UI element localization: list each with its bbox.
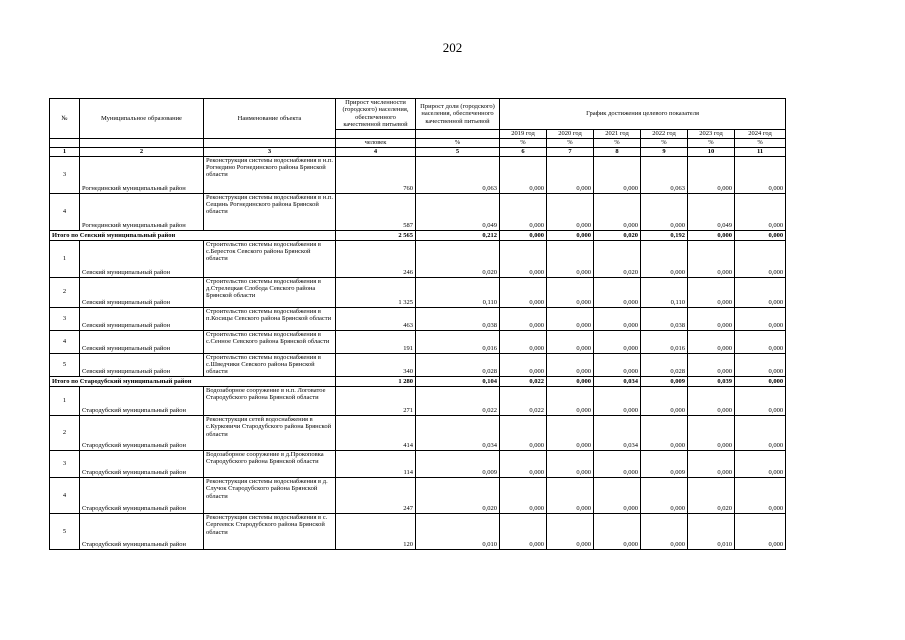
row-number: 2 <box>50 415 80 450</box>
year-value: 0,000 <box>735 193 786 230</box>
col-number: 1 <box>50 147 80 156</box>
col-number: 4 <box>336 147 416 156</box>
row-number: 5 <box>50 353 80 376</box>
table-row <box>50 477 786 513</box>
column-numbers-row <box>50 147 786 156</box>
municipality: Рогнединский муниципальный район <box>80 156 204 193</box>
share-growth: 0,016 <box>416 330 500 353</box>
share-growth: 0,020 <box>416 477 500 513</box>
object-name: Строительство системы водоснабжения в д.Стрелецкая Слобода Севского района Брянской области <box>204 277 336 307</box>
year-value: 0,000 <box>735 513 786 549</box>
row-number: 1 <box>50 386 80 415</box>
row-number: 3 <box>50 450 80 477</box>
header-year: 2021 год <box>594 129 641 138</box>
row-number: 4 <box>50 330 80 353</box>
year-value: 0,000 <box>594 477 641 513</box>
object-name: Реконструкция сетей водоснабжения в с.Курковичи Стародубского района Брянской области <box>204 415 336 450</box>
share-growth: 0,049 <box>416 193 500 230</box>
year-value: 0,000 <box>735 240 786 277</box>
year-value: 0,000 <box>500 156 547 193</box>
municipality: Стародубский муниципальный район <box>80 513 204 549</box>
header-year: 2024 год <box>735 129 786 138</box>
unit-cell: % <box>735 138 786 147</box>
year-value: 0,000 <box>547 353 594 376</box>
year-value: 0,000 <box>688 450 735 477</box>
year-value: 0,020 <box>688 477 735 513</box>
table-row <box>50 386 786 415</box>
table-row <box>50 513 786 549</box>
col-number: 7 <box>547 147 594 156</box>
header-municipality: Муниципальное образование <box>80 99 204 139</box>
row-number: 4 <box>50 477 80 513</box>
municipality: Севский муниципальный район <box>80 307 204 330</box>
year-value: 0,000 <box>735 230 786 240</box>
year-value: 0,000 <box>688 277 735 307</box>
col-number: 6 <box>500 147 547 156</box>
year-value: 0,000 <box>547 513 594 549</box>
year-value: 0,000 <box>500 415 547 450</box>
year-value: 0,000 <box>594 330 641 353</box>
municipality: Севский муниципальный район <box>80 330 204 353</box>
object-name: Строительство системы водоснабжения в с.Сенное Севского района Брянской области <box>204 330 336 353</box>
year-value: 0,000 <box>500 513 547 549</box>
table-row <box>50 330 786 353</box>
object-name: Реконструкция системы водоснабжения в н.п. Сещинь Рогнединского района Брянской области <box>204 193 336 230</box>
year-value: 0,000 <box>547 240 594 277</box>
year-value: 0,028 <box>641 353 688 376</box>
unit-cell: % <box>688 138 735 147</box>
year-value: 0,022 <box>500 386 547 415</box>
unit-cell: % <box>500 138 547 147</box>
year-value: 0,000 <box>641 240 688 277</box>
year-value: 0,000 <box>594 513 641 549</box>
year-value: 0,000 <box>500 193 547 230</box>
year-value: 0,000 <box>688 415 735 450</box>
year-value: 0,000 <box>594 156 641 193</box>
year-value: 0,000 <box>735 376 786 386</box>
year-value: 0,000 <box>735 156 786 193</box>
municipality: Рогнединский муниципальный район <box>80 193 204 230</box>
year-value: 0,009 <box>641 450 688 477</box>
year-value: 0,016 <box>641 330 688 353</box>
population-growth: 1 280 <box>336 376 416 386</box>
year-value: 0,192 <box>641 230 688 240</box>
row-number: 4 <box>50 193 80 230</box>
header-pop-growth: Прирост численности (городского) населения, обеспеченного качественной питьевой <box>336 99 416 130</box>
object-name: Строительство системы водоснабжения в п.Косицы Севского района Брянской области <box>204 307 336 330</box>
unit-cell: % <box>641 138 688 147</box>
year-value: 0,000 <box>735 477 786 513</box>
year-value: 0,000 <box>688 386 735 415</box>
year-value: 0,022 <box>500 376 547 386</box>
unit-cell: % <box>547 138 594 147</box>
col-number: 8 <box>594 147 641 156</box>
header-pop-growth-cont <box>336 129 416 138</box>
year-value: 0,000 <box>547 450 594 477</box>
col-number: 3 <box>204 147 336 156</box>
year-value: 0,000 <box>735 330 786 353</box>
total-label: Итого по Севский муниципальный район <box>50 230 336 240</box>
year-value: 0,010 <box>688 513 735 549</box>
municipality: Стародубский муниципальный район <box>80 477 204 513</box>
row-number: 3 <box>50 307 80 330</box>
unit-cell: % <box>416 138 500 147</box>
year-value: 0,000 <box>688 240 735 277</box>
year-value: 0,000 <box>500 307 547 330</box>
unit-cell: % <box>594 138 641 147</box>
table-row <box>50 240 786 277</box>
population-growth: 246 <box>336 240 416 277</box>
share-growth: 0,020 <box>416 240 500 277</box>
year-value: 0,000 <box>688 353 735 376</box>
year-value: 0,000 <box>735 386 786 415</box>
year-value: 0,000 <box>735 353 786 376</box>
population-growth: 2 565 <box>336 230 416 240</box>
total-row <box>50 376 786 386</box>
year-value: 0,000 <box>594 386 641 415</box>
units-blank <box>204 138 336 147</box>
table-row <box>50 415 786 450</box>
year-value: 0,000 <box>500 477 547 513</box>
municipality: Стародубский муниципальный район <box>80 450 204 477</box>
year-value: 0,038 <box>641 307 688 330</box>
year-value: 0,000 <box>735 415 786 450</box>
year-value: 0,009 <box>641 376 688 386</box>
object-name: Реконструкция системы водоснабжения в д. Случок Стародубского района Брянской области <box>204 477 336 513</box>
header-share-growth: Прирост доли (городского) населения, обеспеченного качественной питьевой <box>416 99 500 130</box>
row-number: 2 <box>50 277 80 307</box>
year-value: 0,000 <box>594 277 641 307</box>
data-table <box>49 98 786 550</box>
table-row <box>50 450 786 477</box>
units-blank <box>50 138 80 147</box>
row-number: 1 <box>50 240 80 277</box>
total-label: Итого по Стародубский муниципальный район <box>50 376 336 386</box>
population-growth: 120 <box>336 513 416 549</box>
col-number: 11 <box>735 147 786 156</box>
year-value: 0,000 <box>500 450 547 477</box>
row-number: 3 <box>50 156 80 193</box>
share-growth: 0,104 <box>416 376 500 386</box>
year-value: 0,000 <box>594 450 641 477</box>
population-growth: 340 <box>336 353 416 376</box>
year-value: 0,110 <box>641 277 688 307</box>
share-growth: 0,034 <box>416 415 500 450</box>
year-value: 0,000 <box>500 277 547 307</box>
year-value: 0,020 <box>594 240 641 277</box>
population-growth: 247 <box>336 477 416 513</box>
year-value: 0,000 <box>500 330 547 353</box>
table-row <box>50 193 786 230</box>
population-growth: 463 <box>336 307 416 330</box>
units-blank <box>80 138 204 147</box>
table-row <box>50 156 786 193</box>
year-value: 0,000 <box>547 386 594 415</box>
year-value: 0,020 <box>594 230 641 240</box>
table-row <box>50 277 786 307</box>
population-growth: 760 <box>336 156 416 193</box>
total-row <box>50 230 786 240</box>
year-value: 0,000 <box>547 156 594 193</box>
col-number: 10 <box>688 147 735 156</box>
year-value: 0,034 <box>594 376 641 386</box>
municipality: Стародубский муниципальный район <box>80 386 204 415</box>
municipality: Севский муниципальный район <box>80 353 204 376</box>
header-num: № <box>50 99 80 139</box>
year-value: 0,000 <box>594 307 641 330</box>
population-growth: 271 <box>336 386 416 415</box>
year-value: 0,000 <box>735 450 786 477</box>
share-growth: 0,022 <box>416 386 500 415</box>
year-value: 0,000 <box>688 330 735 353</box>
year-value: 0,000 <box>547 376 594 386</box>
header-year: 2020 год <box>547 129 594 138</box>
header-row <box>50 99 786 130</box>
year-value: 0,000 <box>594 193 641 230</box>
year-value: 0,000 <box>735 277 786 307</box>
year-value: 0,000 <box>735 307 786 330</box>
year-value: 0,000 <box>547 415 594 450</box>
year-value: 0,000 <box>547 277 594 307</box>
year-value: 0,000 <box>500 230 547 240</box>
population-growth: 191 <box>336 330 416 353</box>
object-name: Строительство системы водоснабжения в с.Шведчики Севского района Брянской области <box>204 353 336 376</box>
share-growth: 0,038 <box>416 307 500 330</box>
header-year: 2019 год <box>500 129 547 138</box>
header-object: Наименование объекта <box>204 99 336 139</box>
municipality: Стародубский муниципальный район <box>80 415 204 450</box>
share-growth: 0,212 <box>416 230 500 240</box>
population-growth: 1 325 <box>336 277 416 307</box>
year-value: 0,000 <box>688 230 735 240</box>
page-number: 202 <box>442 40 463 55</box>
object-name: Строительство системы водоснабжения в с.Бересток Севского района Брянской области <box>204 240 336 277</box>
object-name: Водозаборное сооружение в н.п. Логоватое Стародубского района Брянской области <box>204 386 336 415</box>
population-growth: 114 <box>336 450 416 477</box>
share-growth: 0,010 <box>416 513 500 549</box>
share-growth: 0,110 <box>416 277 500 307</box>
header-year: 2022 год <box>641 129 688 138</box>
object-name: Реконструкция системы водоснабжения в с. Сергеевск Стародубского района Брянской области <box>204 513 336 549</box>
share-growth: 0,009 <box>416 450 500 477</box>
table-row <box>50 307 786 330</box>
year-value: 0,000 <box>688 156 735 193</box>
year-value: 0,034 <box>594 415 641 450</box>
year-value: 0,000 <box>641 477 688 513</box>
year-value: 0,000 <box>641 513 688 549</box>
year-value: 0,000 <box>688 307 735 330</box>
year-value: 0,000 <box>547 330 594 353</box>
municipality: Севский муниципальный район <box>80 277 204 307</box>
year-value: 0,000 <box>500 240 547 277</box>
year-value: 0,000 <box>547 230 594 240</box>
year-value: 0,000 <box>547 307 594 330</box>
unit-cell: человек <box>336 138 416 147</box>
year-value: 0,000 <box>641 415 688 450</box>
year-value: 0,063 <box>641 156 688 193</box>
municipality: Севский муниципальный район <box>80 240 204 277</box>
col-number: 2 <box>80 147 204 156</box>
year-value: 0,000 <box>500 353 547 376</box>
population-growth: 414 <box>336 415 416 450</box>
year-value: 0,000 <box>641 193 688 230</box>
header-schedule: График достижения целевого показателя <box>500 99 786 130</box>
population-growth: 587 <box>336 193 416 230</box>
year-value: 0,000 <box>594 353 641 376</box>
col-number: 9 <box>641 147 688 156</box>
object-name: Водозаборное сооружение в д.Прокоповка Стародубского района Брянской области <box>204 450 336 477</box>
object-name: Реконструкция системы водоснабжения в н.п. Рогнедино Рогнединского района Брянской области <box>204 156 336 193</box>
units-row <box>50 138 786 147</box>
table-row <box>50 353 786 376</box>
header-share-growth-cont <box>416 129 500 138</box>
header-year: 2023 год <box>688 129 735 138</box>
year-value: 0,000 <box>547 477 594 513</box>
year-value: 0,039 <box>688 376 735 386</box>
share-growth: 0,028 <box>416 353 500 376</box>
col-number: 5 <box>416 147 500 156</box>
row-number: 5 <box>50 513 80 549</box>
year-value: 0,049 <box>688 193 735 230</box>
year-value: 0,000 <box>641 386 688 415</box>
share-growth: 0,063 <box>416 156 500 193</box>
year-value: 0,000 <box>547 193 594 230</box>
